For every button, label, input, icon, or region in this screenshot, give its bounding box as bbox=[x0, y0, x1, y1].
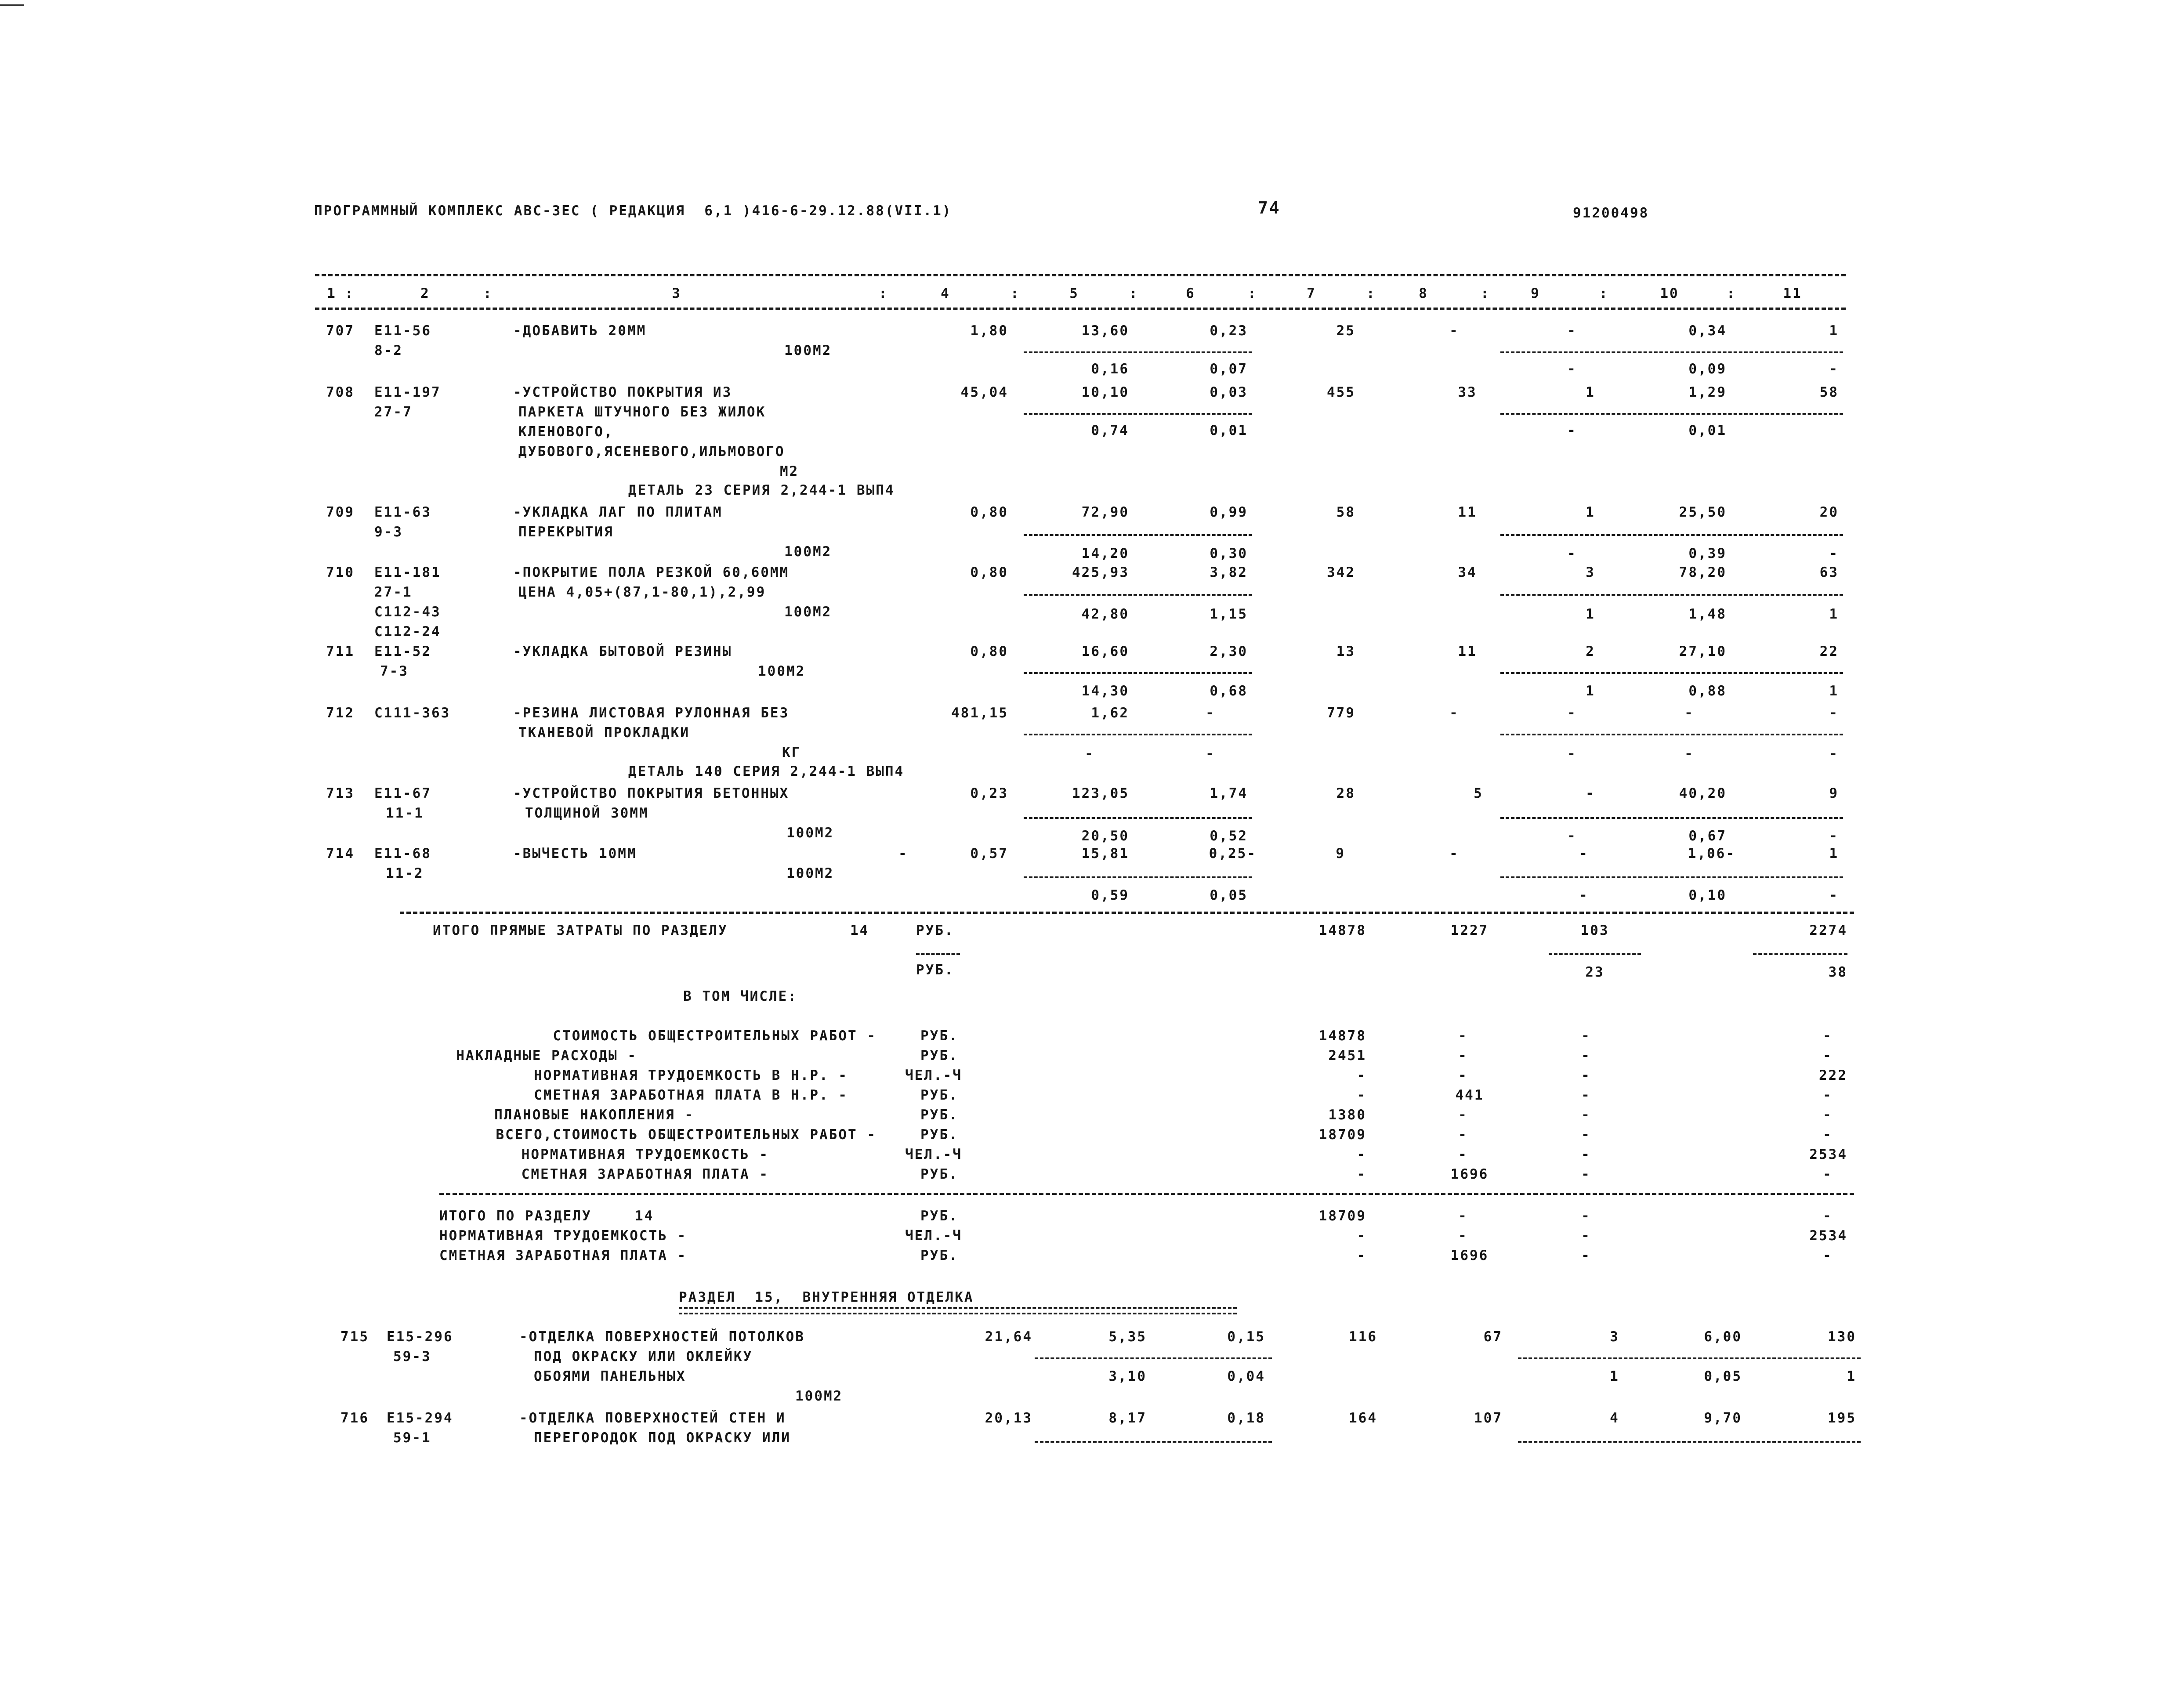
col9-sub-value: - bbox=[1567, 746, 1577, 762]
breakdown-col7: - bbox=[1357, 1068, 1366, 1083]
quantity: 0,23 bbox=[970, 785, 1008, 801]
section-total-number: 14 bbox=[635, 1208, 654, 1224]
col10-sub-value: 1,48 bbox=[1688, 606, 1727, 622]
col5-value: 72,90 bbox=[1081, 504, 1129, 520]
quantity: 21,64 bbox=[985, 1329, 1032, 1345]
breakdown-col9: - bbox=[1581, 1166, 1591, 1182]
work-name-line: ЦЕНА 4,05+(87,1-80,1),2,99 bbox=[518, 584, 766, 600]
col6-sub-value: 1,15 bbox=[1210, 606, 1248, 622]
section-total-rule bbox=[400, 912, 1854, 914]
breakdown-unit: РУБ. bbox=[920, 1028, 959, 1044]
col7-value: 13 bbox=[1336, 644, 1355, 659]
col10-sub-value: 0,39 bbox=[1688, 546, 1727, 561]
section-total-col9: - bbox=[1581, 1228, 1591, 1244]
col9-sub-value: 1 bbox=[1586, 606, 1595, 622]
section-summary-rule bbox=[439, 1193, 1854, 1195]
col11-value: 1 bbox=[1829, 846, 1839, 861]
breakdown-label: СМЕТНАЯ ЗАРАБОТНАЯ ПЛАТА В Н.Р. - bbox=[534, 1087, 848, 1103]
col6-sub-value: 0,05 bbox=[1210, 887, 1248, 903]
section-total-unit: ЧЕЛ.-Ч bbox=[905, 1228, 962, 1244]
col11-sub-value: - bbox=[1829, 361, 1839, 377]
document-code: 91200498 bbox=[1573, 205, 1649, 221]
breakdown-col8: - bbox=[1458, 1068, 1468, 1083]
col9-sub-value: - bbox=[1567, 423, 1577, 438]
col8-value: - bbox=[1449, 846, 1459, 861]
col-header-6: 6 bbox=[1186, 286, 1195, 301]
col5-value: 16,60 bbox=[1081, 644, 1129, 659]
breakdown-col7: 18709 bbox=[1318, 1127, 1366, 1143]
col11-sub-value: 1 bbox=[1847, 1368, 1856, 1384]
quantity: 0,80 bbox=[970, 644, 1008, 659]
detail-note: ДЕТАЛЬ 23 СЕРИЯ 2,244-1 ВЫП4 bbox=[628, 482, 895, 498]
breakdown-col9: - bbox=[1581, 1087, 1591, 1103]
col10-value: 0,34 bbox=[1688, 323, 1727, 339]
norm-code-sub: 59-1 bbox=[393, 1430, 431, 1446]
breakdown-col11: - bbox=[1823, 1127, 1833, 1143]
col5-sub-value: 0,16 bbox=[1091, 361, 1129, 377]
work-name-line: -РЕЗИНА ЛИСТОВАЯ РУЛОННАЯ БЕЗ bbox=[513, 705, 790, 721]
col11-sub-value: - bbox=[1829, 887, 1839, 903]
unit: 100М2 bbox=[784, 343, 832, 358]
resource-code: С112-24 bbox=[374, 624, 441, 640]
breakdown-col9: - bbox=[1581, 1107, 1591, 1123]
col6-value: 3,82 bbox=[1210, 565, 1248, 580]
breakdown-col7: - bbox=[1357, 1166, 1366, 1182]
norm-code: Е11-197 bbox=[374, 384, 441, 400]
col6-sub-value: 0,68 bbox=[1210, 683, 1248, 699]
col6-value: 0,03 bbox=[1210, 384, 1248, 400]
col11-sub-value: 1 bbox=[1829, 683, 1839, 699]
work-name-line: ТОЛЩИНОЙ 30ММ bbox=[525, 805, 649, 821]
col7-value: 164 bbox=[1349, 1410, 1377, 1426]
col6-value: 0,25- bbox=[1209, 846, 1257, 861]
breakdown-col11: - bbox=[1823, 1048, 1833, 1064]
breakdown-col11: - bbox=[1823, 1028, 1833, 1044]
col-header-3: 3 bbox=[672, 286, 681, 301]
breakdown-col8: - bbox=[1458, 1107, 1468, 1123]
work-name-line: ДУБОВОГО,ЯСЕНЕВОГО,ИЛЬМОВОГО bbox=[518, 444, 785, 460]
breakdown-col7: 2451 bbox=[1328, 1048, 1366, 1064]
breakdown-unit: ЧЕЛ.-Ч bbox=[905, 1147, 962, 1162]
unit: 100М2 bbox=[795, 1388, 843, 1404]
norm-code: Е11-181 bbox=[374, 565, 441, 580]
unit: М2 bbox=[780, 463, 799, 479]
col-header-10: 10 bbox=[1660, 286, 1679, 301]
row-number: 714 bbox=[326, 846, 355, 861]
col8-value: - bbox=[1449, 705, 1459, 721]
breakdown-unit: РУБ. bbox=[920, 1048, 959, 1064]
norm-code-sub: 27-1 bbox=[374, 584, 413, 600]
work-name-line: -ПОКРЫТИЕ ПОЛА РЕЗКОЙ 60,60ММ bbox=[513, 565, 790, 580]
col6-sub-value: 0,52 bbox=[1210, 828, 1248, 844]
unit: 100М2 bbox=[784, 604, 832, 620]
col11-value: 63 bbox=[1819, 565, 1839, 580]
header-top-rule bbox=[315, 274, 1846, 276]
breakdown-col8: 441 bbox=[1455, 1087, 1484, 1103]
row-number: 712 bbox=[326, 705, 355, 721]
breakdown-label: СТОИМОСТЬ ОБЩЕСТРОИТЕЛЬНЫХ РАБОТ - bbox=[553, 1028, 876, 1044]
work-name-line: ПЕРЕГОРОДОК ПОД ОКРАСКУ ИЛИ bbox=[534, 1430, 791, 1446]
scan-corner-mark bbox=[0, 4, 24, 6]
quantity: 1,80 bbox=[970, 323, 1008, 339]
col11-value: - bbox=[1829, 705, 1839, 721]
col7-value: 58 bbox=[1336, 504, 1355, 520]
breakdown-col7: - bbox=[1357, 1147, 1366, 1162]
col11-value: 22 bbox=[1819, 644, 1839, 659]
col6-sub-value: 0,01 bbox=[1210, 423, 1248, 438]
total-unit: РУБ. bbox=[916, 923, 954, 938]
col6-value: - bbox=[1206, 705, 1215, 721]
breakdown-unit: РУБ. bbox=[920, 1107, 959, 1123]
norm-code: Е11-52 bbox=[374, 644, 431, 659]
norm-code: Е11-63 bbox=[374, 504, 431, 520]
norm-code: Е11-56 bbox=[374, 323, 431, 339]
col5-value: 13,60 bbox=[1081, 323, 1129, 339]
col10-sub-value: 0,01 bbox=[1688, 423, 1727, 438]
norm-code-sub: 8-2 bbox=[374, 343, 403, 358]
total-col9: 103 bbox=[1580, 923, 1609, 938]
breakdown-col11: - bbox=[1823, 1087, 1833, 1103]
col9-sub-value: - bbox=[1567, 546, 1577, 561]
work-name-line: -УСТРОЙСТВО ПОКРЫТИЯ ИЗ bbox=[513, 384, 732, 400]
total-section-number: 14 bbox=[850, 923, 869, 938]
quantity: 0,57 bbox=[970, 846, 1008, 861]
work-name: -УКЛАДКА БЫТОВОЙ РЕЗИНЫ bbox=[513, 644, 732, 659]
col6-value: 2,30 bbox=[1210, 644, 1248, 659]
total-col11: 2274 bbox=[1809, 923, 1847, 938]
col-header-2: 2 bbox=[420, 286, 430, 301]
col10-value: 25,50 bbox=[1679, 504, 1727, 520]
section-total-col7: - bbox=[1357, 1228, 1366, 1244]
breakdown-label: НОРМАТИВНАЯ ТРУДОЕМКОСТЬ - bbox=[521, 1147, 769, 1162]
row-number: 715 bbox=[340, 1329, 369, 1345]
norm-code-sub: 11-2 bbox=[386, 865, 424, 881]
total-col9-sub: 23 bbox=[1585, 964, 1604, 980]
section-total-col9: - bbox=[1581, 1208, 1591, 1224]
col10-value: 1,06- bbox=[1688, 846, 1735, 861]
col9-value: - bbox=[1579, 846, 1589, 861]
norm-code-sub: 59-3 bbox=[393, 1349, 431, 1364]
col5-sub-value: 14,20 bbox=[1081, 546, 1129, 561]
section-15-underline bbox=[679, 1307, 1237, 1314]
col10-value: 78,20 bbox=[1679, 565, 1727, 580]
col5-value: 15,81 bbox=[1081, 846, 1129, 861]
breakdown-label: НОРМАТИВНАЯ ТРУДОЕМКОСТЬ В Н.Р. - bbox=[534, 1068, 848, 1083]
row-number: 708 bbox=[326, 384, 355, 400]
unit: 100М2 bbox=[758, 663, 806, 679]
quantity: 20,13 bbox=[985, 1410, 1032, 1426]
col9-sub-value: 1 bbox=[1586, 683, 1595, 699]
norm-code: Е15-296 bbox=[387, 1329, 453, 1345]
work-name-line: ПАРКЕТА ШТУЧНОГО БЕЗ ЖИЛОК bbox=[518, 404, 766, 420]
work-name-line: ОБОЯМИ ПАНЕЛЬНЫХ bbox=[534, 1368, 686, 1384]
work-name-line: КЛЕНОВОГО, bbox=[518, 424, 614, 440]
col8-value: 67 bbox=[1483, 1329, 1503, 1345]
row-number: 709 bbox=[326, 504, 355, 520]
col-header-4: 4 bbox=[941, 286, 950, 301]
row-number: 711 bbox=[326, 644, 355, 659]
breakdown-unit: РУБ. bbox=[920, 1087, 959, 1103]
col11-sub-value: 1 bbox=[1829, 606, 1839, 622]
breakdown-col7: 1380 bbox=[1328, 1107, 1366, 1123]
col11-value: 195 bbox=[1828, 1410, 1856, 1426]
col5-value: 5,35 bbox=[1108, 1329, 1147, 1345]
col8-value: 11 bbox=[1458, 504, 1477, 520]
col10-sub-value: 0,05 bbox=[1704, 1368, 1742, 1384]
col5-sub-value: - bbox=[1085, 746, 1094, 762]
section-total-label: НОРМАТИВНАЯ ТРУДОЕМКОСТЬ - bbox=[439, 1228, 687, 1244]
breakdown-col9: - bbox=[1581, 1048, 1591, 1064]
col9-sub-value: - bbox=[1567, 828, 1577, 844]
col9-value: 1 bbox=[1586, 504, 1595, 520]
col9-value: - bbox=[1567, 323, 1577, 339]
unit: 100М2 bbox=[786, 825, 834, 841]
col11-value: 20 bbox=[1819, 504, 1839, 520]
col6-sub-value: - bbox=[1206, 746, 1215, 762]
col9-value: - bbox=[1567, 705, 1577, 721]
section-total-col8: - bbox=[1458, 1228, 1468, 1244]
norm-code-sub: 11-1 bbox=[386, 805, 424, 821]
col10-value: 1,29 bbox=[1688, 384, 1727, 400]
breakdown-col11: - bbox=[1823, 1107, 1833, 1123]
col-header-5: 5 bbox=[1069, 286, 1079, 301]
norm-code: Е11-67 bbox=[374, 785, 431, 801]
col6-value: 1,74 bbox=[1210, 785, 1248, 801]
detail-note: ДЕТАЛЬ 140 СЕРИЯ 2,244-1 ВЫП4 bbox=[628, 764, 905, 779]
unit: 100М2 bbox=[786, 865, 834, 881]
work-name-line: ПЕРЕКРЫТИЯ bbox=[518, 524, 614, 540]
norm-code-sub: 27-7 bbox=[374, 404, 413, 420]
section-total-col11: 2534 bbox=[1809, 1228, 1847, 1244]
col8-value: 33 bbox=[1458, 384, 1477, 400]
col5-sub-value: 0,59 bbox=[1091, 887, 1129, 903]
page-number: 74 bbox=[1258, 198, 1281, 217]
col5-value: 1,62 bbox=[1091, 705, 1129, 721]
norm-code: С111-363 bbox=[374, 705, 451, 721]
section-total-col8: 1696 bbox=[1450, 1248, 1489, 1263]
col8-value: 107 bbox=[1474, 1410, 1503, 1426]
col9-value: 3 bbox=[1586, 565, 1595, 580]
col11-sub-value: - bbox=[1829, 746, 1839, 762]
col8-value: 5 bbox=[1474, 785, 1483, 801]
work-name-line: -УКЛАДКА ЛАГ ПО ПЛИТАМ bbox=[513, 504, 723, 520]
col11-value: 1 bbox=[1829, 323, 1839, 339]
row-number: 716 bbox=[340, 1410, 369, 1426]
col11-value: 58 bbox=[1819, 384, 1839, 400]
work-name-line: ТКАНЕВОЙ ПРОКЛАДКИ bbox=[518, 725, 690, 741]
work-name: -ВЫЧЕСТЬ 10ММ bbox=[513, 846, 637, 861]
section-total-col8: - bbox=[1458, 1208, 1468, 1224]
col5-sub-value: 0,74 bbox=[1091, 423, 1129, 438]
program-title: ПРОГРАММНЫЙ КОМПЛЕКС АВС-ЗЕС ( РЕДАКЦИЯ 6,1 )416-6-29.12.88(VII.1) bbox=[314, 203, 952, 219]
col7-value: 25 bbox=[1336, 323, 1355, 339]
col5-sub-value: 20,50 bbox=[1081, 828, 1129, 844]
breakdown-unit: РУБ. bbox=[920, 1166, 959, 1182]
col10-sub-value: - bbox=[1684, 746, 1694, 762]
col-header-7: 7 bbox=[1307, 286, 1316, 301]
col9-sub-value: 1 bbox=[1610, 1368, 1619, 1384]
col5-sub-value: 42,80 bbox=[1081, 606, 1129, 622]
total-col7: 14878 bbox=[1318, 923, 1366, 938]
section-15-title: РАЗДЕЛ 15, ВНУТРЕННЯЯ ОТДЕЛКА bbox=[679, 1289, 974, 1305]
row-number: 707 bbox=[326, 323, 355, 339]
col7-value: 455 bbox=[1327, 384, 1355, 400]
breakdown-label: НАКЛАДНЫЕ РАСХОДЫ - bbox=[456, 1048, 637, 1064]
col7-value: 342 bbox=[1327, 565, 1355, 580]
breakdown-unit: РУБ. bbox=[920, 1127, 959, 1143]
col-header-1: 1 bbox=[327, 286, 337, 301]
col6-value: 0,18 bbox=[1227, 1410, 1265, 1426]
col10-sub-value: 0,09 bbox=[1688, 361, 1727, 377]
including-label: В ТОМ ЧИСЛЕ: bbox=[683, 988, 797, 1004]
row-number: 713 bbox=[326, 785, 355, 801]
col11-value: 130 bbox=[1828, 1329, 1856, 1345]
col8-value: - bbox=[1449, 323, 1459, 339]
col9-value: 4 bbox=[1610, 1410, 1619, 1426]
section-total-col7: - bbox=[1357, 1248, 1366, 1263]
breakdown-col8: - bbox=[1458, 1028, 1468, 1044]
breakdown-col9: - bbox=[1581, 1028, 1591, 1044]
total-col11-sub: 38 bbox=[1828, 964, 1847, 980]
col9-sub-value: - bbox=[1567, 361, 1577, 377]
breakdown-col8: - bbox=[1458, 1127, 1468, 1143]
resource-code: С112-43 bbox=[374, 604, 441, 620]
section-total-unit: РУБ. bbox=[920, 1248, 959, 1263]
col7-value: 779 bbox=[1327, 705, 1355, 721]
quantity-sign: - bbox=[898, 846, 908, 861]
norm-code-sub: 7-3 bbox=[380, 663, 409, 679]
breakdown-col11: 2534 bbox=[1809, 1147, 1847, 1162]
section-total-col9: - bbox=[1581, 1248, 1591, 1263]
breakdown-col8: - bbox=[1458, 1147, 1468, 1162]
col6-sub-value: 0,04 bbox=[1227, 1368, 1265, 1384]
section-total-col11: - bbox=[1823, 1248, 1833, 1263]
col7-value: 28 bbox=[1336, 785, 1355, 801]
breakdown-label: ВСЕГО,СТОИМОСТЬ ОБЩЕСТРОИТЕЛЬНЫХ РАБОТ - bbox=[496, 1127, 876, 1143]
section-total-unit: РУБ. bbox=[920, 1208, 959, 1224]
breakdown-col9: - bbox=[1581, 1068, 1591, 1083]
col10-value: - bbox=[1684, 705, 1694, 721]
col8-value: 11 bbox=[1458, 644, 1477, 659]
breakdown-col7: 14878 bbox=[1318, 1028, 1366, 1044]
breakdown-label: ПЛАНОВЫЕ НАКОПЛЕНИЯ - bbox=[494, 1107, 694, 1123]
breakdown-col9: - bbox=[1581, 1147, 1591, 1162]
col10-sub-value: 0,10 bbox=[1688, 887, 1727, 903]
col5-value: 8,17 bbox=[1108, 1410, 1147, 1426]
col9-value: 2 bbox=[1586, 644, 1595, 659]
total-col8: 1227 bbox=[1450, 923, 1489, 938]
col5-value: 10,10 bbox=[1081, 384, 1129, 400]
quantity: 0,80 bbox=[970, 565, 1008, 580]
norm-code: Е11-68 bbox=[374, 846, 431, 861]
col9-sub-value: - bbox=[1579, 887, 1589, 903]
quantity: 481,15 bbox=[951, 705, 1008, 721]
col5-value: 425,93 bbox=[1072, 565, 1129, 580]
breakdown-col8: 1696 bbox=[1450, 1166, 1489, 1182]
section-total-col11: - bbox=[1823, 1208, 1833, 1224]
breakdown-label: СМЕТНАЯ ЗАРАБОТНАЯ ПЛАТА - bbox=[521, 1166, 769, 1182]
breakdown-col8: - bbox=[1458, 1048, 1468, 1064]
unit: 100М2 bbox=[784, 544, 832, 560]
row-number: 710 bbox=[326, 565, 355, 580]
col10-value: 27,10 bbox=[1679, 644, 1727, 659]
col5-value: 123,05 bbox=[1072, 785, 1129, 801]
header-bottom-rule bbox=[315, 308, 1846, 310]
breakdown-col11: - bbox=[1823, 1166, 1833, 1182]
col8-value: 34 bbox=[1458, 565, 1477, 580]
total-label: ИТОГО ПРЯМЫЕ ЗАТРАТЫ ПО РАЗДЕЛУ bbox=[433, 923, 728, 938]
work-name-line: -ОТДЕЛКА ПОВЕРХНОСТЕЙ СТЕН И bbox=[519, 1410, 786, 1426]
col-header-11: 11 bbox=[1783, 286, 1802, 301]
col10-sub-value: 0,67 bbox=[1688, 828, 1727, 844]
col6-sub-value: 0,07 bbox=[1210, 361, 1248, 377]
work-name: -ДОБАВИТЬ 20ММ bbox=[513, 323, 647, 339]
col10-value: 6,00 bbox=[1704, 1329, 1742, 1345]
col9-value: 1 bbox=[1586, 384, 1595, 400]
section-total-col7: 18709 bbox=[1318, 1208, 1366, 1224]
col10-sub-value: 0,88 bbox=[1688, 683, 1727, 699]
col6-sub-value: 0,30 bbox=[1210, 546, 1248, 561]
total-unit-2: РУБ. bbox=[916, 962, 954, 978]
col7-value: 9 bbox=[1336, 846, 1345, 861]
col5-sub-value: 14,30 bbox=[1081, 683, 1129, 699]
work-name-line: -ОТДЕЛКА ПОВЕРХНОСТЕЙ ПОТОЛКОВ bbox=[519, 1329, 805, 1345]
col5-sub-value: 3,10 bbox=[1108, 1368, 1147, 1384]
col10-value: 40,20 bbox=[1679, 785, 1727, 801]
col11-sub-value: - bbox=[1829, 828, 1839, 844]
col11-value: 9 bbox=[1829, 785, 1839, 801]
breakdown-unit: ЧЕЛ.-Ч bbox=[905, 1068, 962, 1083]
breakdown-col9: - bbox=[1581, 1127, 1591, 1143]
breakdown-col7: - bbox=[1357, 1087, 1366, 1103]
unit: КГ bbox=[782, 745, 801, 760]
quantity: 0,80 bbox=[970, 504, 1008, 520]
norm-code: Е15-294 bbox=[387, 1410, 453, 1426]
norm-code-sub: 9-3 bbox=[374, 524, 403, 540]
col6-value: 0,23 bbox=[1210, 323, 1248, 339]
col-header-8: 8 bbox=[1419, 286, 1428, 301]
work-name-line: ПОД ОКРАСКУ ИЛИ ОКЛЕЙКУ bbox=[534, 1349, 753, 1364]
section-total-label: ИТОГО ПО РАЗДЕЛУ bbox=[439, 1208, 592, 1224]
col6-value: 0,99 bbox=[1210, 504, 1248, 520]
col6-value: 0,15 bbox=[1227, 1329, 1265, 1345]
col10-value: 9,70 bbox=[1704, 1410, 1742, 1426]
col-header-9: 9 bbox=[1531, 286, 1540, 301]
quantity: 45,04 bbox=[960, 384, 1008, 400]
breakdown-col11: 222 bbox=[1819, 1068, 1847, 1083]
col9-value: 3 bbox=[1610, 1329, 1619, 1345]
col7-value: 116 bbox=[1349, 1329, 1377, 1345]
work-name-line: -УСТРОЙСТВО ПОКРЫТИЯ БЕТОННЫХ bbox=[513, 785, 790, 801]
section-total-label: СМЕТНАЯ ЗАРАБОТНАЯ ПЛАТА - bbox=[439, 1248, 687, 1263]
col11-sub-value: - bbox=[1829, 546, 1839, 561]
col9-value: - bbox=[1586, 785, 1595, 801]
